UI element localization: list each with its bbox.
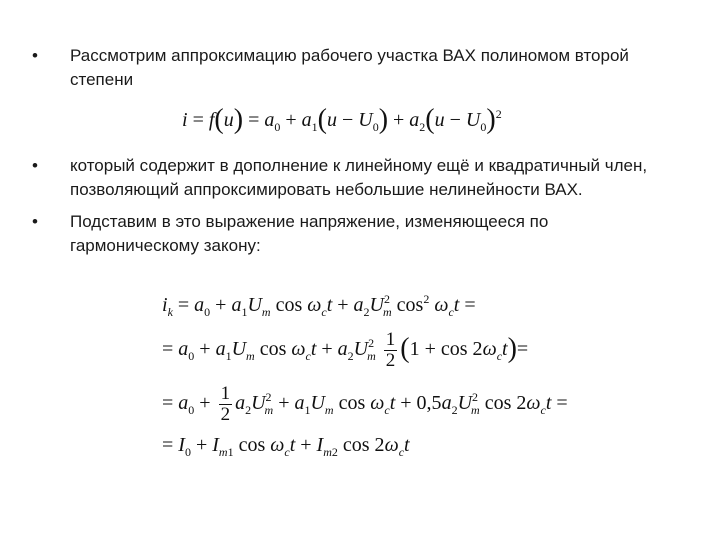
bullet-item-1 (32, 44, 682, 96)
formula-line-3: = $a_0$ + $\frac{1}{2}$ $a_2U^2_m + a_1U_m$ $\cos \omega_ct + 0,5a_2U^2_m$ $\cos 2\omega_ct$ = (162, 383, 568, 425)
bullet-marker: • (32, 156, 38, 175)
bullet-text-2: который содержит в дополнение к линейному ещё и квадратичный член, позволяющий аппроксимировать небольшие нелинейности ВАХ. (70, 156, 648, 199)
formula-approximation-render: $i = f(u) = a_0 + a_1(u - U_0) + a_2(u - U_0)^2$ (182, 104, 502, 135)
bullet-marker: • (32, 46, 38, 65)
fraction-one-half: $\frac{1}{2}$ (220, 383, 231, 425)
formula-line-2: = $a_0 + a_1U_m$ $\cos \omega_ct + a_2U^2_m$ $\frac{1}{2}$ $(1 + \cos 2\omega_ct)=$ (162, 329, 529, 371)
formula-line-4: = $I_0 + I_{m1}$ $\cos \omega_ct + I_{m2}$ $\cos 2\omega_ct$ (162, 434, 410, 459)
bullet-item-2 (32, 154, 682, 206)
fraction-one-half: $\frac{1}{2}$ (385, 329, 396, 371)
bullet-item-3 (32, 210, 682, 262)
bullet-text-3: Подставим в это выражение напряжение, изменяющееся по гармоническому закону: (70, 212, 549, 255)
bullet-text-1: Рассмотрим аппроксимацию рабочего участка ВАХ полиномом второй степени (70, 46, 629, 89)
bullet-marker: • (32, 212, 38, 231)
formula-line-1: $i_k = a_0 + a_1U_m$ $\cos \omega_ct + a_2U^2_m$ $\cos^2 \omega_ct$ = (162, 292, 476, 319)
formula-approximation (182, 102, 502, 135)
